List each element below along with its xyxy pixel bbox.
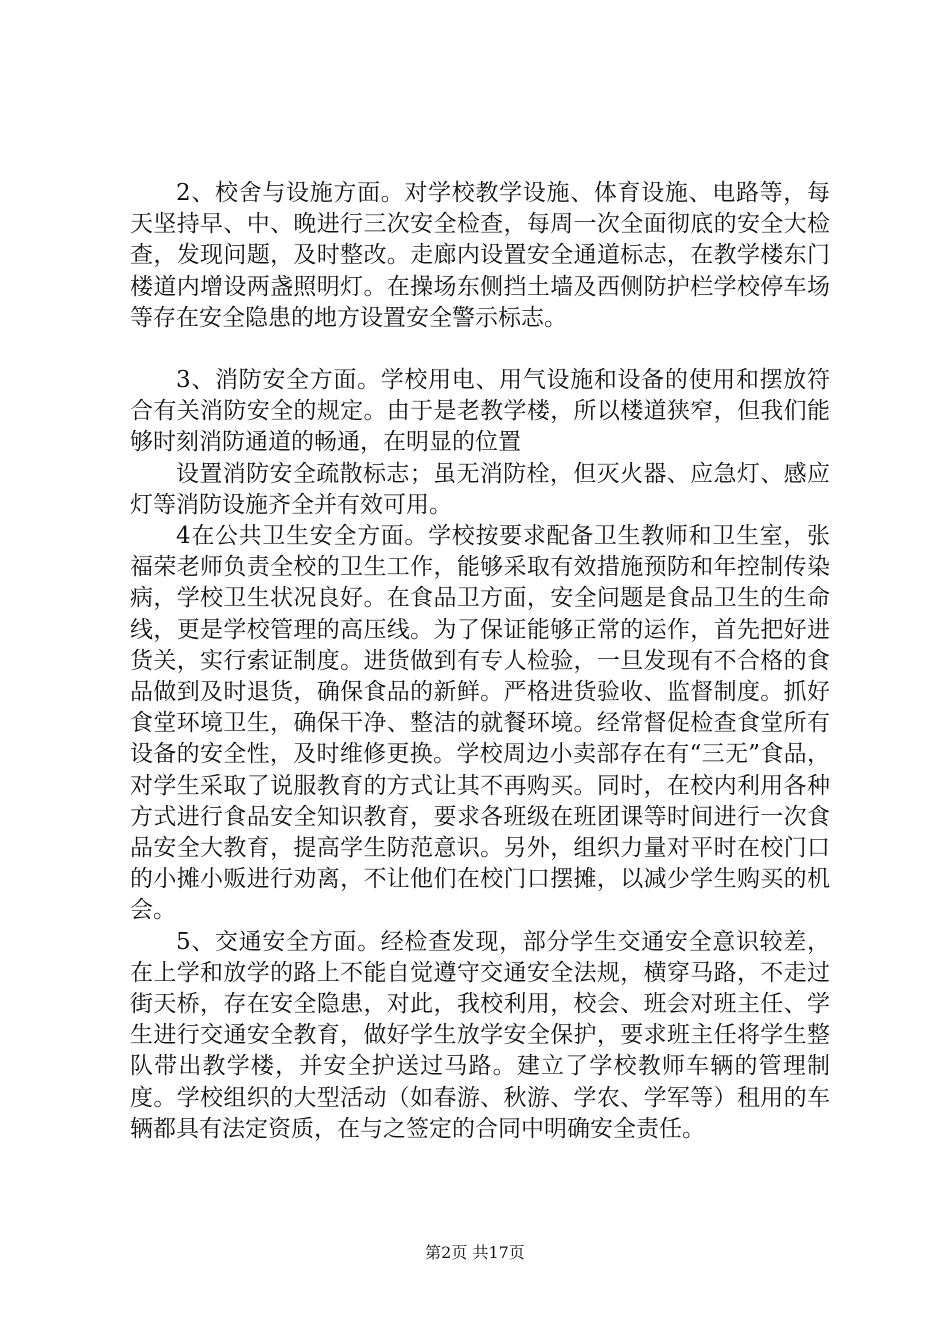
paragraph-fire-safety: 3、消防安全方面。学校用电、用气设施和设备的使用和摆放符合有关消防安全的规定。由于是老教学楼，所以楼道狭窄，但我们能够时刻消防通道的畅通，在明显的位置	[130, 367, 830, 456]
document-body	[130, 178, 830, 1145]
paragraph-traffic-safety: 5、交通安全方面。经检查发现，部分学生交通安全意识较差，在上学和放学的路上不能自觉遵守交通安全法规，横穿马路，不走过街天桥，存在安全隐患，对此，我校利用，校会、班会对班主任、学生进行交通安全教育，做好学生放学安全保护，要求班主任将学生整队带出教学楼，并安全护送过马路。建立了学校教师车辆的管理制度。学校组织的大型活动（如春游、秋游、学农、学军等）租用的车辆都具有法定资质，在与之签定的合同中明确安全责任。	[130, 928, 830, 1142]
paragraph-public-health: 4在公共卫生安全方面。学校按要求配备卫生教师和卫生室，张福荣老师负责全校的卫生工作，能够采取有效措施预防和年控制传染病，学校卫生状况良好。在食品卫方面，安全问题是食品卫生的生命线，更是学校管理的高压线。为了保证能够正常的运作，首先把好进货关，实行索证制度。进货做到有专人检验，一旦发现有不合格的食品做到及时退货，确保食品的新鲜。严格进货验收、监督制度。抓好食堂环境卫生，确保干净、整洁的就餐环境。经常督促检查食堂所有设备的安全性，及时维修更换。学校周边小卖部存在有“三无”食品，对学生采取了说服教育的方式让其不再购买。同时，在校内利用各种方式进行食品安全知识教育，要求各班级在班团课等时间进行一次食品安全大教育，提高学生防范意识。另外，组织力量对平时在校门口的小摊小贩进行劝离，不让他们在校门口摆摊，以减少学生购买的机会。	[130, 523, 830, 924]
page-number-footer: 第2页 共17页	[425, 1243, 525, 1262]
paragraph-fire-safety-continued: 设置消防安全疏散标志；虽无消防栓，但灭火器、应急灯、感应灯等消防设施齐全并有效可用。	[130, 460, 830, 518]
paragraph-facilities: 2、校舍与设施方面。对学校教学设施、体育设施、电路等，每天坚持早、中、晚进行三次安全检查，每周一次全面彻底的安全大检查，发现问题，及时整改。走廊内设置安全通道标志，在教学楼东门楼道内增设两盏照明灯。在操场东侧挡土墙及西侧防护栏学校停车场等存在安全隐患的地方设置安全警示标志。	[130, 180, 830, 331]
